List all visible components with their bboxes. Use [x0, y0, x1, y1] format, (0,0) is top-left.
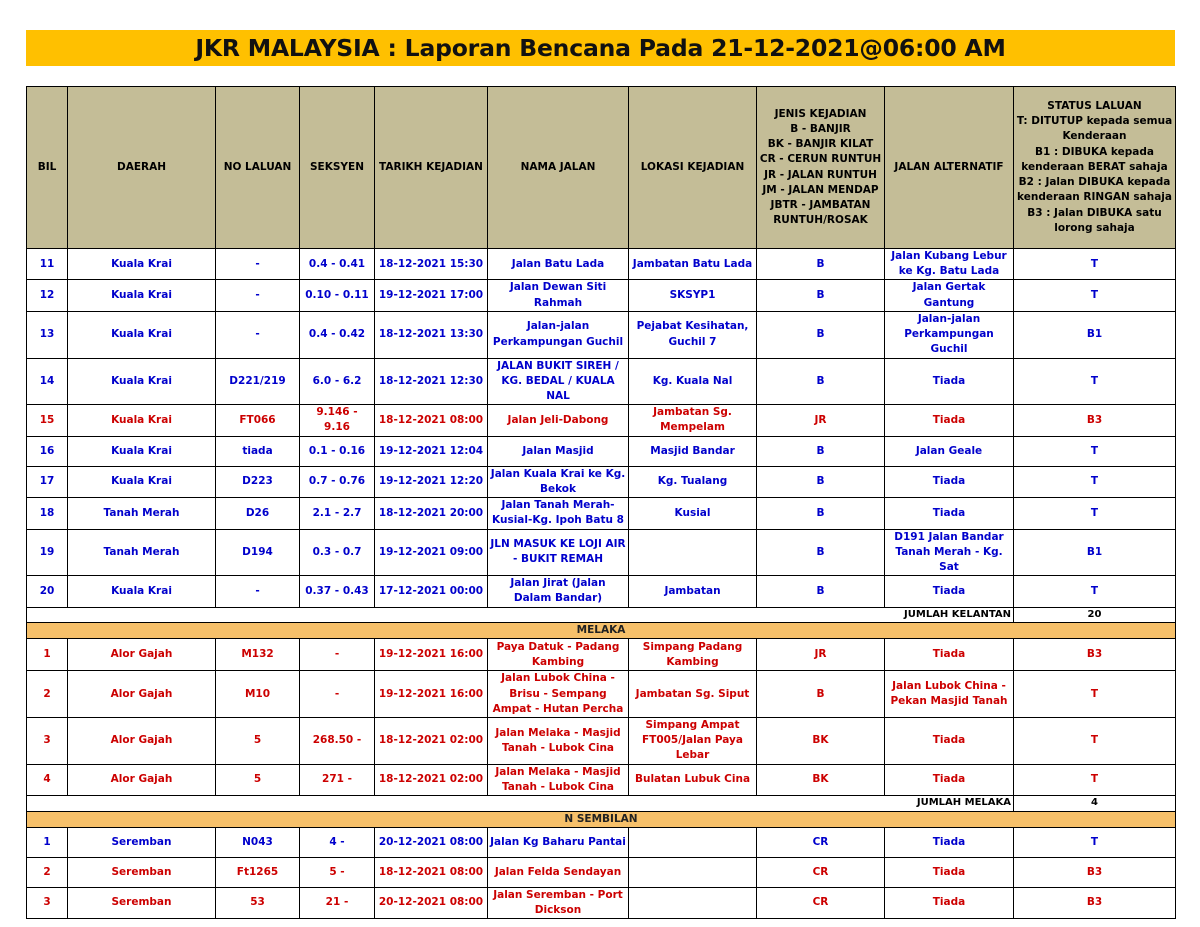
cell-nama-jalan: JALAN BUKIT SIREH / KG. BEDAL / KUALA NAL: [488, 358, 629, 405]
cell-alternatif: Tiada: [885, 717, 1014, 764]
cell-daerah: Alor Gajah: [68, 717, 216, 764]
table-row: [27, 671, 1176, 718]
cell-daerah: Kuala Krai: [68, 576, 216, 607]
cell-seksyen: 0.4 - 0.42: [300, 311, 375, 358]
cell-seksyen: 5 -: [300, 857, 375, 887]
cell-daerah: Tanah Merah: [68, 529, 216, 576]
cell-bil: 20: [27, 576, 68, 607]
cell-seksyen: 0.10 - 0.11: [300, 280, 375, 311]
table-row: [27, 405, 1176, 436]
cell-no-laluan: -: [216, 280, 300, 311]
table-row: [27, 827, 1176, 857]
table-row: [27, 717, 1176, 764]
cell-no-laluan: M10: [216, 671, 300, 718]
cell-bil: 2: [27, 671, 68, 718]
cell-alternatif: Jalan Lubok China - Pekan Masjid Tanah: [885, 671, 1014, 718]
cell-jenis: B: [757, 576, 885, 607]
table-body: [27, 249, 1176, 919]
report-title: JKR MALAYSIA : Laporan Bencana Pada 21-12-2021@06:00 AM: [26, 30, 1175, 66]
cell-seksyen: 2.1 - 2.7: [300, 498, 375, 529]
cell-lokasi: Jambatan: [629, 576, 757, 607]
cell-nama-jalan: Jalan Melaka - Masjid Tanah - Lubok Cina: [488, 764, 629, 795]
cell-bil: 19: [27, 529, 68, 576]
cell-daerah: Kuala Krai: [68, 280, 216, 311]
cell-tarikh: 19-12-2021 12:20: [375, 466, 488, 497]
cell-status: T: [1014, 280, 1176, 311]
status-legend-line: kenderaan RINGAN sahaja: [1017, 191, 1172, 204]
total-value: 20: [1014, 607, 1176, 623]
cell-tarikh: 19-12-2021 09:00: [375, 529, 488, 576]
status-legend-line: kenderaan BERAT sahaja: [1021, 160, 1168, 173]
header-tarikh: TARIKH KEJADIAN: [375, 87, 488, 249]
cell-status: T: [1014, 436, 1176, 466]
cell-bil: 2: [27, 857, 68, 887]
cell-daerah: Alor Gajah: [68, 671, 216, 718]
cell-tarikh: 20-12-2021 08:00: [375, 827, 488, 857]
table-row: [27, 498, 1176, 529]
cell-no-laluan: 5: [216, 717, 300, 764]
total-label: JUMLAH KELANTAN: [885, 607, 1014, 623]
cell-nama-jalan: Jalan Jirat (Jalan Dalam Bandar): [488, 576, 629, 607]
status-legend-line: Kenderaan: [1062, 130, 1127, 143]
table-row: [27, 576, 1176, 607]
cell-status: T: [1014, 827, 1176, 857]
cell-seksyen: 271 -: [300, 764, 375, 795]
cell-lokasi: Jambatan Sg. Siput: [629, 671, 757, 718]
cell-nama-jalan: Jalan Dewan Siti Rahmah: [488, 280, 629, 311]
cell-lokasi: [629, 887, 757, 918]
cell-status: T: [1014, 466, 1176, 497]
cell-jenis: B: [757, 358, 885, 405]
cell-jenis: B: [757, 671, 885, 718]
header-jalan-alternatif: JALAN ALTERNATIF: [885, 87, 1014, 249]
cell-no-laluan: 53: [216, 887, 300, 918]
jenis-legend-line: JR - JALAN RUNTUH: [764, 168, 877, 181]
cell-tarikh: 18-12-2021 08:00: [375, 405, 488, 436]
kelantan-total-row: [27, 607, 1176, 623]
total-value: 4: [1014, 796, 1176, 812]
cell-jenis: BK: [757, 717, 885, 764]
header-lokasi: LOKASI KEJADIAN: [629, 87, 757, 249]
cell-daerah: Tanah Merah: [68, 498, 216, 529]
cell-no-laluan: D194: [216, 529, 300, 576]
cell-jenis: B: [757, 498, 885, 529]
cell-seksyen: 0.3 - 0.7: [300, 529, 375, 576]
cell-alternatif: Tiada: [885, 405, 1014, 436]
cell-seksyen: 6.0 - 6.2: [300, 358, 375, 405]
total-label: JUMLAH MELAKA: [885, 796, 1014, 812]
cell-bil: 4: [27, 764, 68, 795]
cell-tarikh: 19-12-2021 12:04: [375, 436, 488, 466]
cell-seksyen: 0.37 - 0.43: [300, 576, 375, 607]
cell-tarikh: 18-12-2021 08:00: [375, 857, 488, 887]
table-row: [27, 311, 1176, 358]
cell-no-laluan: tiada: [216, 436, 300, 466]
cell-alternatif: Jalan-jalan Perkampungan Guchil: [885, 311, 1014, 358]
cell-daerah: Kuala Krai: [68, 436, 216, 466]
header-bil: BIL: [27, 87, 68, 249]
cell-jenis: B: [757, 466, 885, 497]
cell-daerah: Kuala Krai: [68, 311, 216, 358]
cell-jenis: JR: [757, 405, 885, 436]
cell-jenis: CR: [757, 857, 885, 887]
cell-nama-jalan: JLN MASUK KE LOJI AIR - BUKIT REMAH: [488, 529, 629, 576]
cell-lokasi: Masjid Bandar: [629, 436, 757, 466]
cell-no-laluan: M132: [216, 639, 300, 671]
cell-lokasi: Kg. Tualang: [629, 466, 757, 497]
jenis-legend-line: CR - CERUN RUNTUH: [759, 153, 882, 166]
cell-seksyen: 21 -: [300, 887, 375, 918]
melaka-total-row: [27, 796, 1176, 812]
cell-status: B3: [1014, 887, 1176, 918]
cell-tarikh: 18-12-2021 20:00: [375, 498, 488, 529]
cell-status: T: [1014, 764, 1176, 795]
cell-lokasi: Pejabat Kesihatan, Guchil 7: [629, 311, 757, 358]
status-legend-line: B3 : Jalan DIBUKA satu: [1027, 206, 1162, 219]
cell-bil: 11: [27, 249, 68, 280]
table-row: [27, 358, 1176, 405]
status-legend-line: STATUS LALUAN: [1047, 100, 1142, 113]
jenis-legend-line: B - BANJIR: [790, 122, 851, 135]
cell-alternatif: Jalan Geale: [885, 436, 1014, 466]
cell-tarikh: 17-12-2021 00:00: [375, 576, 488, 607]
cell-no-laluan: 5: [216, 764, 300, 795]
total-spacer: [27, 607, 885, 623]
cell-alternatif: Tiada: [885, 827, 1014, 857]
jenis-legend-line: BK - BANJIR KILAT: [767, 138, 874, 151]
cell-daerah: Kuala Krai: [68, 358, 216, 405]
cell-jenis: B: [757, 311, 885, 358]
cell-daerah: Alor Gajah: [68, 764, 216, 795]
cell-nama-jalan: Jalan Tanah Merah-Kusial-Kg. Ipoh Batu 8: [488, 498, 629, 529]
cell-lokasi: Simpang Padang Kambing: [629, 639, 757, 671]
cell-lokasi: Jambatan Sg. Mempelam: [629, 405, 757, 436]
cell-no-laluan: -: [216, 249, 300, 280]
cell-alternatif: Tiada: [885, 498, 1014, 529]
cell-daerah: Seremban: [68, 857, 216, 887]
cell-lokasi: Bulatan Lubuk Cina: [629, 764, 757, 795]
cell-no-laluan: D223: [216, 466, 300, 497]
cell-tarikh: 19-12-2021 16:00: [375, 639, 488, 671]
cell-bil: 17: [27, 466, 68, 497]
cell-no-laluan: FT066: [216, 405, 300, 436]
table-row: [27, 764, 1176, 795]
header-seksyen: SEKSYEN: [300, 87, 375, 249]
cell-bil: 3: [27, 887, 68, 918]
cell-no-laluan: Ft1265: [216, 857, 300, 887]
cell-jenis: CR: [757, 827, 885, 857]
cell-nama-jalan: Jalan Batu Lada: [488, 249, 629, 280]
cell-bil: 3: [27, 717, 68, 764]
cell-no-laluan: -: [216, 311, 300, 358]
cell-jenis: B: [757, 436, 885, 466]
cell-bil: 18: [27, 498, 68, 529]
cell-jenis: B: [757, 249, 885, 280]
cell-status: T: [1014, 498, 1176, 529]
jenis-legend-line: RUNTUH/ROSAK: [773, 214, 868, 227]
cell-nama-jalan: Jalan Felda Sendayan: [488, 857, 629, 887]
status-legend-line: lorong sahaja: [1054, 221, 1135, 234]
cell-nama-jalan: Jalan Melaka - Masjid Tanah - Lubok Cina: [488, 717, 629, 764]
header-jenis-kejadian: [757, 87, 885, 249]
cell-tarikh: 18-12-2021 15:30: [375, 249, 488, 280]
cell-alternatif: Tiada: [885, 466, 1014, 497]
cell-lokasi: Kusial: [629, 498, 757, 529]
cell-tarikh: 20-12-2021 08:00: [375, 887, 488, 918]
table-row: [27, 280, 1176, 311]
cell-seksyen: 4 -: [300, 827, 375, 857]
jenis-legend-line: JBTR - JAMBATAN: [770, 198, 871, 211]
cell-nama-jalan: Jalan-jalan Perkampungan Guchil: [488, 311, 629, 358]
cell-jenis: BK: [757, 764, 885, 795]
cell-status: B3: [1014, 405, 1176, 436]
cell-seksyen: 0.7 - 0.76: [300, 466, 375, 497]
table-row: [27, 529, 1176, 576]
cell-bil: 13: [27, 311, 68, 358]
cell-lokasi: [629, 529, 757, 576]
cell-daerah: Seremban: [68, 827, 216, 857]
cell-status: B1: [1014, 529, 1176, 576]
header-daerah: DAERAH: [68, 87, 216, 249]
cell-nama-jalan: Jalan Jeli-Dabong: [488, 405, 629, 436]
cell-tarikh: 18-12-2021 13:30: [375, 311, 488, 358]
cell-alternatif: Tiada: [885, 887, 1014, 918]
cell-tarikh: 18-12-2021 02:00: [375, 764, 488, 795]
cell-alternatif: Tiada: [885, 857, 1014, 887]
jenis-legend-line: JENIS KEJADIAN: [774, 107, 867, 120]
cell-bil: 14: [27, 358, 68, 405]
table-row: [27, 436, 1176, 466]
cell-status: T: [1014, 671, 1176, 718]
cell-daerah: Alor Gajah: [68, 639, 216, 671]
cell-alternatif: Jalan Kubang Lebur ke Kg. Batu Lada: [885, 249, 1014, 280]
cell-no-laluan: D26: [216, 498, 300, 529]
cell-nama-jalan: Jalan Kuala Krai ke Kg. Bekok: [488, 466, 629, 497]
cell-jenis: CR: [757, 887, 885, 918]
cell-bil: 1: [27, 827, 68, 857]
cell-status: T: [1014, 358, 1176, 405]
cell-no-laluan: -: [216, 576, 300, 607]
state-label: N SEMBILAN: [27, 811, 1176, 827]
table-row: [27, 466, 1176, 497]
cell-lokasi: [629, 857, 757, 887]
cell-seksyen: -: [300, 639, 375, 671]
cell-seksyen: 268.50 -: [300, 717, 375, 764]
cell-status: B3: [1014, 639, 1176, 671]
cell-status: B1: [1014, 311, 1176, 358]
cell-daerah: Seremban: [68, 887, 216, 918]
cell-status: T: [1014, 249, 1176, 280]
cell-no-laluan: D221/219: [216, 358, 300, 405]
cell-daerah: Kuala Krai: [68, 249, 216, 280]
cell-tarikh: 18-12-2021 02:00: [375, 717, 488, 764]
cell-jenis: B: [757, 280, 885, 311]
table-row: [27, 639, 1176, 671]
disaster-report-table: [26, 86, 1176, 919]
melaka-section-header: [27, 623, 1176, 639]
cell-lokasi: Simpang Ampat FT005/Jalan Paya Lebar: [629, 717, 757, 764]
cell-seksyen: 0.1 - 0.16: [300, 436, 375, 466]
cell-tarikh: 19-12-2021 17:00: [375, 280, 488, 311]
cell-nama-jalan: Jalan Lubok China - Brisu - Sempang Ampat - Hutan Percha: [488, 671, 629, 718]
cell-status: B3: [1014, 857, 1176, 887]
cell-alternatif: Tiada: [885, 576, 1014, 607]
cell-no-laluan: N043: [216, 827, 300, 857]
cell-lokasi: Jambatan Batu Lada: [629, 249, 757, 280]
cell-status: T: [1014, 576, 1176, 607]
cell-lokasi: Kg. Kuala Nal: [629, 358, 757, 405]
cell-alternatif: D191 Jalan Bandar Tanah Merah - Kg. Sat: [885, 529, 1014, 576]
cell-seksyen: -: [300, 671, 375, 718]
cell-bil: 12: [27, 280, 68, 311]
cell-alternatif: Tiada: [885, 639, 1014, 671]
cell-alternatif: Jalan Gertak Gantung: [885, 280, 1014, 311]
status-legend-line: T: DITUTUP kepada semua: [1016, 115, 1173, 128]
cell-jenis: B: [757, 529, 885, 576]
cell-nama-jalan: Paya Datuk - Padang Kambing: [488, 639, 629, 671]
cell-tarikh: 18-12-2021 12:30: [375, 358, 488, 405]
cell-lokasi: SKSYP1: [629, 280, 757, 311]
table-row: [27, 249, 1176, 280]
table-row: [27, 887, 1176, 918]
cell-lokasi: [629, 827, 757, 857]
cell-alternatif: Tiada: [885, 764, 1014, 795]
table-row: [27, 857, 1176, 887]
cell-jenis: JR: [757, 639, 885, 671]
cell-daerah: Kuala Krai: [68, 466, 216, 497]
cell-status: T: [1014, 717, 1176, 764]
table-header: [27, 87, 1176, 249]
nsembilan-section-header: [27, 811, 1176, 827]
cell-daerah: Kuala Krai: [68, 405, 216, 436]
header-nama-jalan: NAMA JALAN: [488, 87, 629, 249]
cell-bil: 1: [27, 639, 68, 671]
state-label: MELAKA: [27, 623, 1176, 639]
cell-seksyen: 0.4 - 0.41: [300, 249, 375, 280]
cell-alternatif: Tiada: [885, 358, 1014, 405]
total-spacer: [27, 796, 885, 812]
status-legend-line: B1 : DIBUKA kepada: [1035, 145, 1154, 158]
header-status-laluan: [1014, 87, 1176, 249]
cell-bil: 15: [27, 405, 68, 436]
cell-tarikh: 19-12-2021 16:00: [375, 671, 488, 718]
cell-nama-jalan: Jalan Seremban - Port Dickson: [488, 887, 629, 918]
jenis-legend-line: JM - JALAN MENDAP: [762, 183, 879, 196]
header-no-laluan: NO LALUAN: [216, 87, 300, 249]
cell-nama-jalan: Jalan Kg Baharu Pantai: [488, 827, 629, 857]
cell-bil: 16: [27, 436, 68, 466]
status-legend-line: B2 : Jalan DIBUKA kepada: [1018, 176, 1171, 189]
cell-nama-jalan: Jalan Masjid: [488, 436, 629, 466]
cell-seksyen: 9.146 - 9.16: [300, 405, 375, 436]
